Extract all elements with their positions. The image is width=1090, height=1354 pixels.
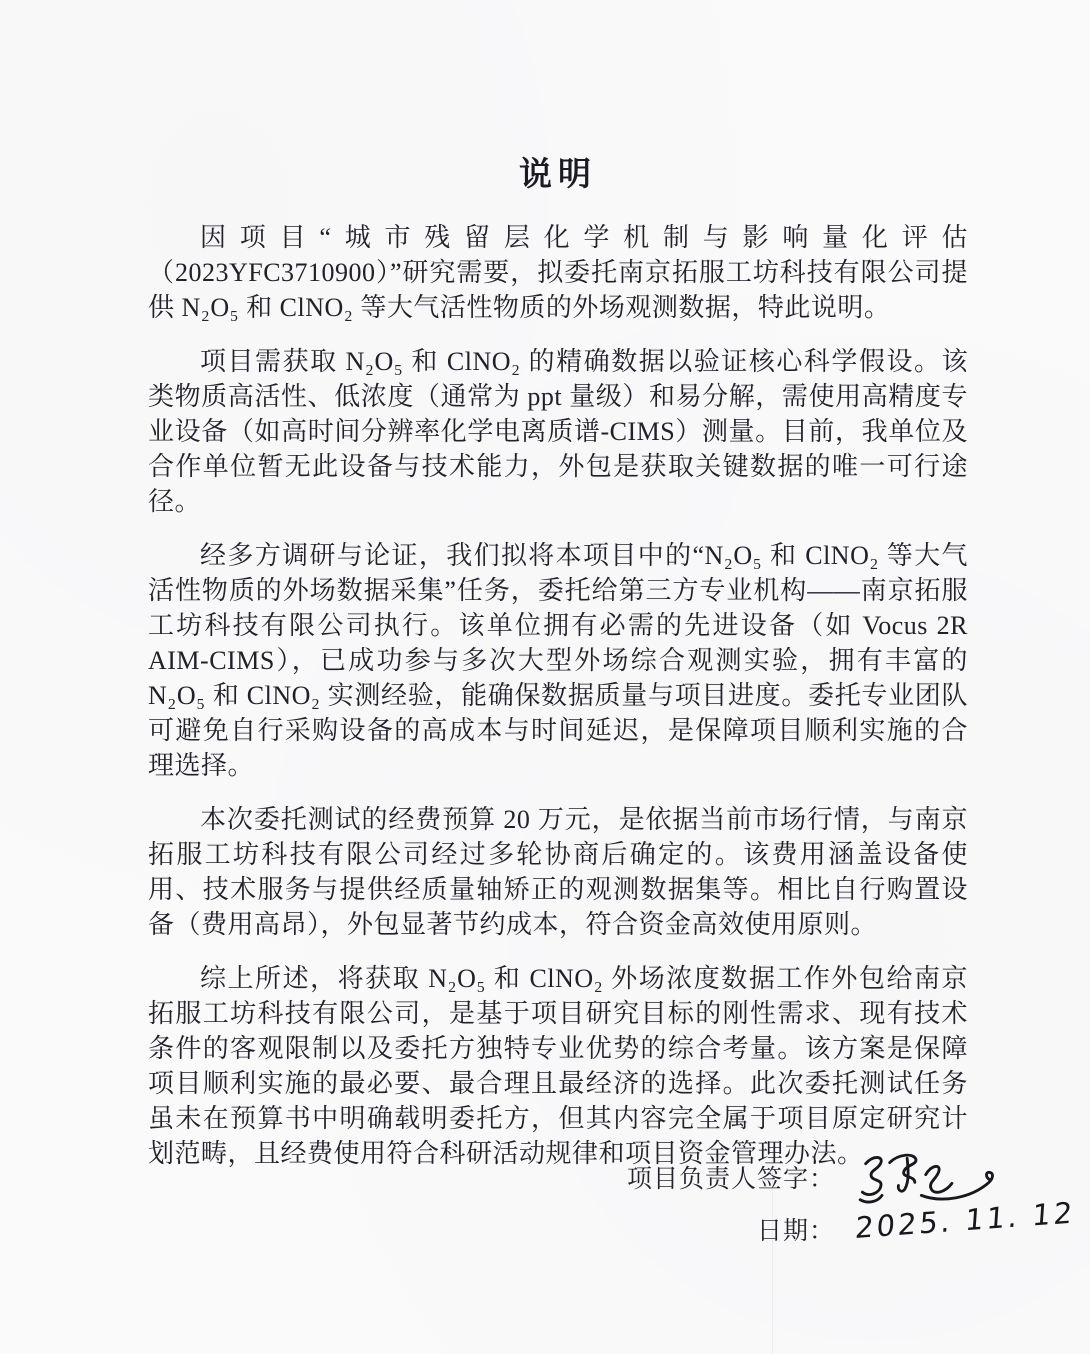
paragraph-conclusion: 综上所述，将获取 N₂O₅ 和 ClNO₂ 外场浓度数据工作外包给南京拓服工坊科技有限公司，是基于项目研究目标的刚性需求、现有技术条件的客观限制以及委托方独特专业优势的综合考量。该方案是保障项目顺利实施的最必要、最合理且最经济的选择。此次委托测试任务虽未在预算书中明确载明委托方，但其内容完全属于项目原定研究计划范畴，且经费使用符合科研活动规律和项目资金管理办法。 bbox=[148, 964, 968, 1168]
paragraph-project-background: 因项目“城市残留层化学机制与影响量化评估（2023YFC3710900）”研究需要，拟委托南京拓服工坊科技有限公司提供 N₂O₅ 和 ClNO₂ 等大气活性物质的外场观测数据，特此说明。 bbox=[148, 223, 968, 322]
paragraph-budget: 本次委托测试的经费预算 20 万元，是依据当前市场行情，与南京拓服工坊科技有限公司经过多轮协商后确定的。该费用涵盖设备使用、技术服务与提供经质量轴矫正的观测数据集等。相比自行购置设备（费用高昂），外包显著节约成本，符合资金高效使用原则。 bbox=[148, 805, 968, 939]
document-body bbox=[148, 220, 968, 1190]
signature-stroke-fei-head bbox=[926, 1166, 952, 1192]
paragraph-contractor-selection: 经多方调研与论证，我们拟将本项目中的“N₂O₅ 和 ClNO₂ 等大气活性物质的外场数据采集”任务，委托给第三方专业机构——南京拓服工坊科技有限公司执行。该单位拥有必需的先进设备（如 Vocus 2R AIM-CIMS），已成功参与多次大型外场综合观测实验，拥有丰富的 N₂O₅ 和 ClNO₂ 实测经验，能确保数据质量与项目进度。委托专业团队可避免自行采购设备的高成本与时间延迟，是保障项目顺利实施的合理选择。 bbox=[148, 541, 968, 780]
scan-crease-artifact bbox=[772, 1150, 773, 1354]
date-row bbox=[560, 1195, 1077, 1274]
signature-stroke-ma bbox=[862, 1157, 881, 1194]
document-title: 说明 bbox=[519, 157, 597, 193]
handwritten-signature bbox=[858, 1150, 1000, 1208]
paragraph-necessity: 项目需获取 N₂O₅ 和 ClNO₂ 的精确数据以验证核心科学假设。该类物质高活性、低浓度（通常为 ppt 量级）和易分解，需使用高精度专业设备（如高时间分辨率化学电离质谱-CIMS）测量。目前，我单位及合作单位暂无此设备与技术能力，外包是获取关键数据的唯一可行途径。 bbox=[148, 347, 968, 516]
date-label: 日期： bbox=[756, 1218, 835, 1245]
handwritten-date: 2025. 11. 12 bbox=[854, 1195, 1077, 1245]
signature-stroke-ma-curl bbox=[860, 1195, 882, 1202]
signature-stroke-xue bbox=[890, 1155, 916, 1182]
signature-stroke-fei-tail bbox=[921, 1172, 992, 1199]
signer-label: 项目负责人签字： bbox=[626, 1166, 835, 1193]
